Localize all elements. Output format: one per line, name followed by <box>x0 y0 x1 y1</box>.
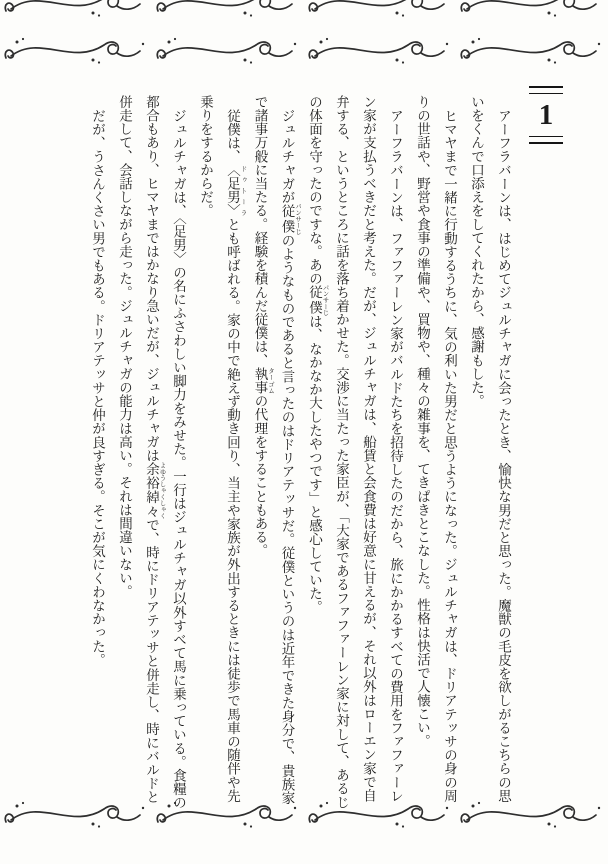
text-body <box>84 95 517 811</box>
chapter-heading <box>526 86 566 144</box>
top-border-flourish-ornament-icon <box>0 30 608 70</box>
ruby-annotated-word: 従僕 パンサーじ <box>279 202 301 235</box>
ruby-annotated-word: 余裕綽々 よゆうしゃくしゃく <box>144 461 166 519</box>
chapter-number: 1 <box>538 99 554 131</box>
ruby-annotated-word: 〈足男〉 ドゥトーラ <box>225 162 247 218</box>
chapter-rule-bottom <box>529 136 563 144</box>
ruby-annotated-word: 執事 ターゴム <box>252 367 274 395</box>
paragraph: ジュルチャガは、〈足男〉の名にふさわしい脚力をみせた。一行はジュルチャガ以外すべて馬に乗っている。食糧の都合もあり、ヒマヤまではかなり急いだが、ジュルチャガは余裕綽々 よゆうしゃくしゃくで、時にドリアテッサと併走し、時にバルドと併走して、会話しながら走った。ジュルチャガの能力は高い。それは間違いない。 <box>117 95 186 809</box>
paragraph: アーフラバーンは、ファファーレン家がバルドたちを招待したのだから、旅にかかるすべての費用をファファーレン家が支払うべきだと考えた。だが、ジュルチャガは、船賃と会食費は好意に甘えるが、それ以外はローエン家で自弁する、というところに話を落ち着かせた。交渉に当たった家臣が、「大家であるファファーレン家に対して、あるじの体面を守ったのですな。あの従僕 パンサーじは、なかなか大したやつです」と感心していた。 <box>307 95 403 810</box>
chapter-rule-top <box>529 86 563 94</box>
paragraph: ジュルチャガが従僕 パンサーじのようなものであると言ったのはドリアテッサだ。従僕というのは近年できた身分で、貴族家で諸事万般に当たる。経験を積んだ従僕は、執事 ターゴムの代理をすることもある。 <box>252 95 301 805</box>
paragraph: だが、うさんくさい男でもある。ドリアテッサと仲が良すぎる。そこが気にくわなかった。 <box>90 108 105 667</box>
ruby-annotated-word: 従僕 パンサーじ <box>307 284 329 316</box>
paragraph: 従僕は、〈足男〉 ドゥトーラとも呼ばれる。家の中で絶えず動き回り、当主や家族が外出するときには徒歩で馬車の随伴や先乗りをするからだ。 <box>198 95 247 803</box>
top-partial-flourish-ornament-icon <box>0 0 608 23</box>
paragraph: ヒマヤまで一緒に行動するうちに、気の利いた男だと思うようになった。ジュルチャガは、ドリアテッサの身の周りの世話や、野営や食事の準備や、買物や、種々の雑事を、てきぱきとこなした。性格は快活で人懐こい。 <box>415 95 457 803</box>
paragraph: アーフラバーンは、はじめてジュルチャガに会ったとき、愉快な男だと思った。魔獣の毛皮を欲しがるこちらの思いをくんで口添えをしてくれたから、感謝もした。 <box>469 95 511 803</box>
